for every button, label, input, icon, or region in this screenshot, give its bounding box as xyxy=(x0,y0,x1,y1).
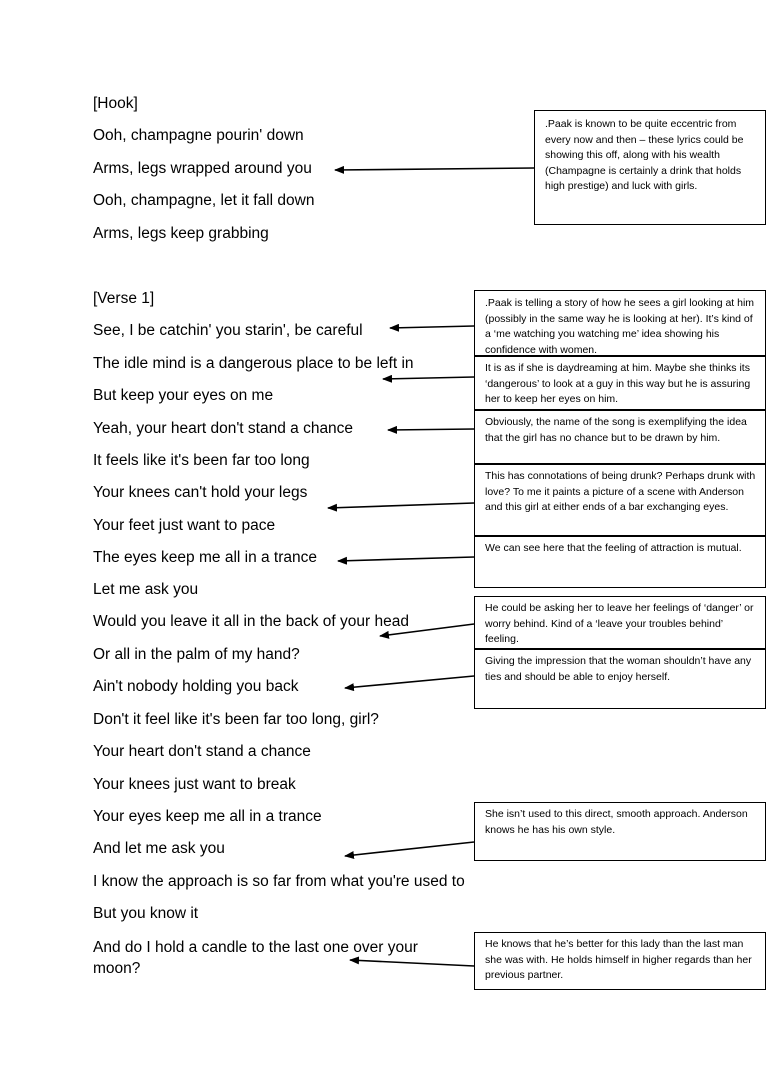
section-heading-hook: [Hook] xyxy=(93,95,138,112)
arrow xyxy=(345,676,474,688)
lyric-line: Your knees just want to break xyxy=(93,776,296,793)
lyric-line: Ain't nobody holding you back xyxy=(93,678,299,695)
lyric-line: Your eyes keep me all in a trance xyxy=(93,808,322,825)
arrow xyxy=(328,503,474,508)
annotation-box: This has connotations of being drunk? Perhaps drunk with love? To me it paints a picture of a scene with Anderson and this girl at either ends of a bar exchanging eyes. xyxy=(474,464,766,536)
arrow xyxy=(345,842,474,856)
arrow xyxy=(388,429,474,430)
annotation-box: She isn’t used to this direct, smooth approach. Anderson knows he has his own style. xyxy=(474,802,766,861)
lyric-line: Or all in the palm of my hand? xyxy=(93,646,300,663)
lyric-line: Don't it feel like it's been far too long, girl? xyxy=(93,711,379,728)
section-heading-verse-1: [Verse 1] xyxy=(93,290,155,307)
arrow xyxy=(383,377,474,379)
annotation-box: We can see here that the feeling of attraction is mutual. xyxy=(474,536,766,588)
annotation-box: He could be asking her to leave her feelings of ‘danger’ or worry behind. Kind of a ‘leave your troubles behind’ feeling. xyxy=(474,596,766,649)
arrow xyxy=(338,557,474,561)
lyric-line: Your heart don't stand a chance xyxy=(93,743,311,760)
lyric-line: Ooh, champagne pourin' down xyxy=(93,127,304,144)
lyric-line: It feels like it's been far too long xyxy=(93,452,310,469)
lyric-line: Ooh, champagne, let it fall down xyxy=(93,192,315,209)
arrow xyxy=(380,624,474,636)
lyric-line: The eyes keep me all in a trance xyxy=(93,549,318,566)
annotation-box: He knows that he’s better for this lady than the last man she was with. He holds himself in higher regards than her previous partner. xyxy=(474,932,766,990)
arrow xyxy=(335,168,534,170)
lyric-line: Your feet just want to pace xyxy=(93,517,276,534)
lyric-line: But you know it xyxy=(93,905,199,922)
annotation-box: Giving the impression that the woman shouldn’t have any ties and should be able to enjoy herself. xyxy=(474,649,766,709)
lyric-line: Would you leave it all in the back of your head xyxy=(93,613,409,630)
lyric-line: I know the approach is so far from what you're used to xyxy=(93,873,465,890)
lyric-line: Arms, legs wrapped around you xyxy=(93,160,312,177)
lyric-line: Yeah, your heart don't stand a chance xyxy=(93,420,354,437)
annotation-box: Obviously, the name of the song is exemplifying the idea that the girl has no chance but to be drawn by him. xyxy=(474,410,766,464)
lyric-line: The idle mind is a dangerous place to be left in xyxy=(93,355,414,372)
annotation-box: .Paak is known to be quite eccentric from every now and then – these lyrics could be showing this off, along with his wealth (Champagne is certainly a drink that holds high prestige) and luck with girls. xyxy=(534,110,766,225)
arrow xyxy=(390,326,474,328)
lyric-line: Arms, legs keep grabbing xyxy=(93,225,269,242)
lyric-line: But keep your eyes on me xyxy=(93,387,274,404)
lyric-line: And do I hold a candle to the last one over your moon? xyxy=(93,939,418,977)
annotation-box: It is as if she is daydreaming at him. Maybe she thinks its ‘dangerous’ to look at a guy in this way but he is assuring her to keep her eyes on him. xyxy=(474,356,766,410)
lyric-line: And let me ask you xyxy=(93,840,225,857)
lyric-line: Let me ask you xyxy=(93,581,199,598)
lyric-line: See, I be catchin' you starin', be careful xyxy=(93,322,363,339)
lyric-line: Your knees can't hold your legs xyxy=(93,484,308,501)
arrow xyxy=(350,960,474,966)
annotation-box: .Paak is telling a story of how he sees a girl looking at him (possibly in the same way he is looking at her). It’s kind of a ‘me watching you watching me’ idea showing his confidence with women. xyxy=(474,290,766,356)
